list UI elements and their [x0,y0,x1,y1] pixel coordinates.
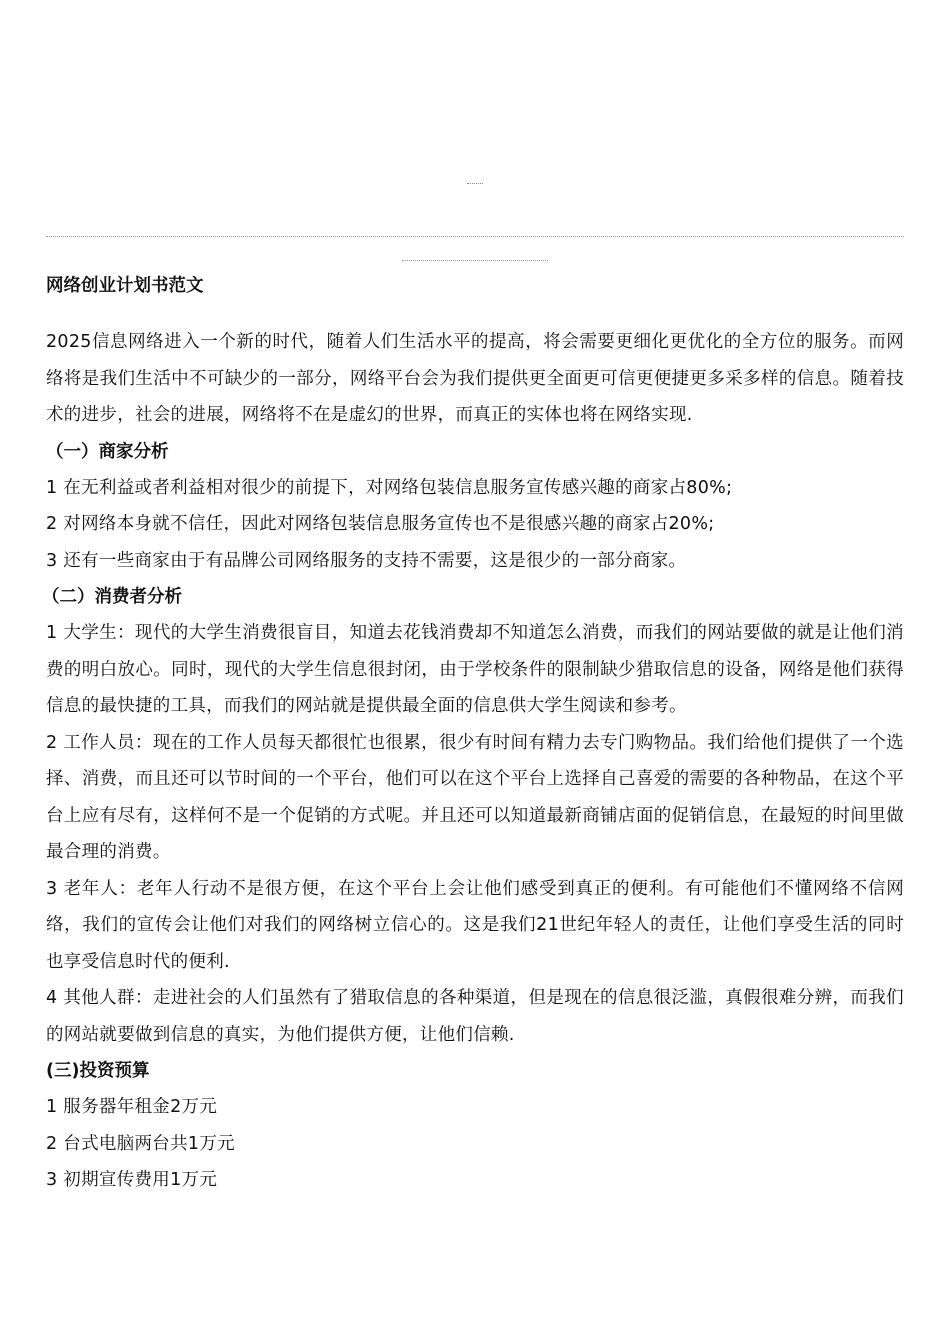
section-heading-consumers: （二）消费者分析 [42,587,182,607]
consumer-item: 3 老年人：老年人行动不是很方便，在这个平台上会让他们感受到真正的便利。有可能他们不懂网络不信网络，我们的宣传会让他们对我们的网络树立信心的。这是我们21世纪年轻人的责任，让他们享受生活的同时也享受信息时代的便利. [46,878,904,972]
header-mark [467,183,483,184]
document-title: 网络创业计划书范文 [46,276,204,296]
section-heading-merchants: （一）商家分析 [46,441,169,462]
budget-item: 1 服务器年租金2万元 [46,1097,218,1117]
consumer-item: 4 其他人群：走进社会的人们虽然有了猎取信息的各种渠道，但是现在的信息很泛滥，真假很难分辨，而我们的网站就要做到信息的真实，为他们提供方便，让他们信赖. [46,988,904,1045]
header-divider [46,236,904,237]
budget-item: 3 初期宣传费用1万元 [46,1170,218,1190]
merchant-item: 1 在无利益或者利益相对很少的前提下，对网络包装信息服务宣传感兴趣的商家占80%; [46,477,733,498]
consumer-item: 2 工作人员：现在的工作人员每天都很忙也很累，很少有时间有精力去专门购物品。我们给他们提供了一个选择、消费，而且还可以节时间的一个平台，他们可以在这个平台上选择自己喜爱的需要的各种物品，在这个平台上应有尽有，这样何不是一个促销的方式呢。并且还可以知道最新商铺店面的促销信息，在最短的时间里做最合理的消费。 [46,732,904,862]
section-heading-budget: (三)投资预算 [46,1061,150,1081]
intro-paragraph: 2025信息网络进入一个新的时代，随着人们生活水平的提高，将会需要更细化更优化的全方位的服务。而网络将是我们生活中不可缺少的一部分，网络平台会为我们提供更全面更可信更便捷更多采多样的信息。随着技术的进步，社会的进展，网络将不在是虚幻的世界，而真正的实体也将在网络实现. [46,332,904,425]
merchant-item: 3 还有一些商家由于有品牌公司网络服务的支持不需要，这是很少的一部分商家。 [46,550,687,571]
consumer-item: 1 大学生：现代的大学生消费很盲目，知道去花钱消费却不知道怎么消费，而我们的网站要做的就是让他们消费的明白放心。同时，现代的大学生信息很封闭，由于学校条件的限制缺少猎取信息的设备，网络是他们获得信息的最快捷的工具，而我们的网站就是提供最全面的信息供大学生阅读和参考。 [46,623,904,716]
header-subdivider [402,260,548,261]
budget-item: 2 台式电脑两台共1万元 [46,1133,235,1154]
merchant-item: 2 对网络本身就不信任，因此对网络包装信息服务宣传也不是很感兴趣的商家占20%; [46,514,715,534]
document-body [42,268,904,1199]
